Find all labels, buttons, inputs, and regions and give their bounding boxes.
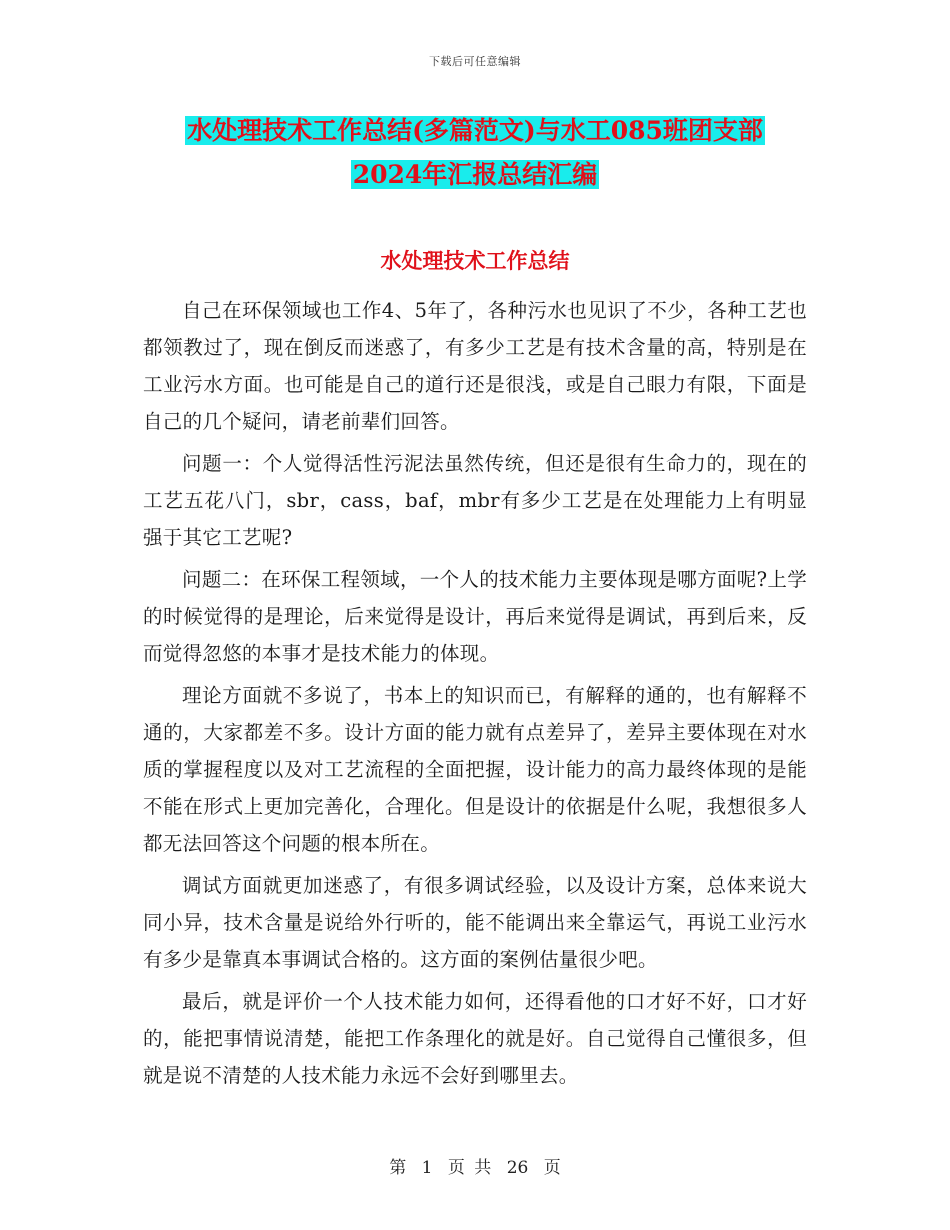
document-title-text-2: 2024年汇报总结汇编 [352,160,598,189]
page-footer [0,1153,950,1178]
section-title: 水处理技术工作总结 [380,248,570,273]
footer-prefix: 第 [389,1158,407,1178]
footer-middle: 页 共 [447,1158,492,1178]
paragraph: 问题二：在环保工程领域，一个人的技术能力主要体现是哪方面呢?上学的时候觉得的是理论，后来觉得是设计，再后来觉得是调试，再到后来，反而觉得忽悠的本事才是技术能力的体现。 [143,568,807,665]
total-page-count: 26 [506,1158,529,1178]
document-title-line-2 [0,153,950,197]
footer-suffix: 页 [543,1158,561,1178]
document-title-line-1 [0,109,950,153]
header-note: 下载后可任意编辑 [429,55,521,68]
body-text [143,292,807,1099]
paragraph: 自己在环保领域也工作4、5年了，各种污水也见识了不少，各种工艺也都领教过了，现在倒反而迷惑了，有多少工艺是有技术含量的高，特别是在工业污水方面。也可能是自己的道行还是很浅，或是自己眼力有限，下面是自己的几个疑问，请老前辈们回答。 [143,299,807,433]
current-page-number: 1 [421,1158,433,1178]
paragraph: 理论方面就不多说了，书本上的知识而已，有解释的通的，也有解释不通的，大家都差不多。设计方面的能力就有点差异了，差异主要体现在对水质的掌握程度以及对工艺流程的全面把握，设计能力的高力最终体现的是能不能在形式上更加完善化，合理化。但是设计的依据是什么呢，我想很多人都无法回答这个问题的根本所在。 [143,684,807,855]
paragraph: 调试方面就更加迷惑了，有很多调试经验，以及设计方案，总体来说大同小异，技术含量是说给外行听的，能不能调出来全靠运气，再说工业污水有多少是靠真本事调试合格的。这方面的案例估量很少吧。 [143,874,807,971]
document-title-text-1: 水处理技术工作总结(多篇范文)与水工085班团支部 [187,116,763,145]
paragraph: 最后，就是评价一个人技术能力如何，还得看他的口才好不好，口才好的，能把事情说清楚，能把工作条理化的就是好。自己觉得自己懂很多，但就是说不清楚的人技术能力永远不会好到哪里去。 [143,990,807,1087]
paragraph: 问题一：个人觉得活性污泥法虽然传统，但还是很有生命力的，现在的工艺五花八门，sbr，cass，baf，mbr有多少工艺是在处理能力上有明显强于其它工艺呢? [143,452,807,549]
